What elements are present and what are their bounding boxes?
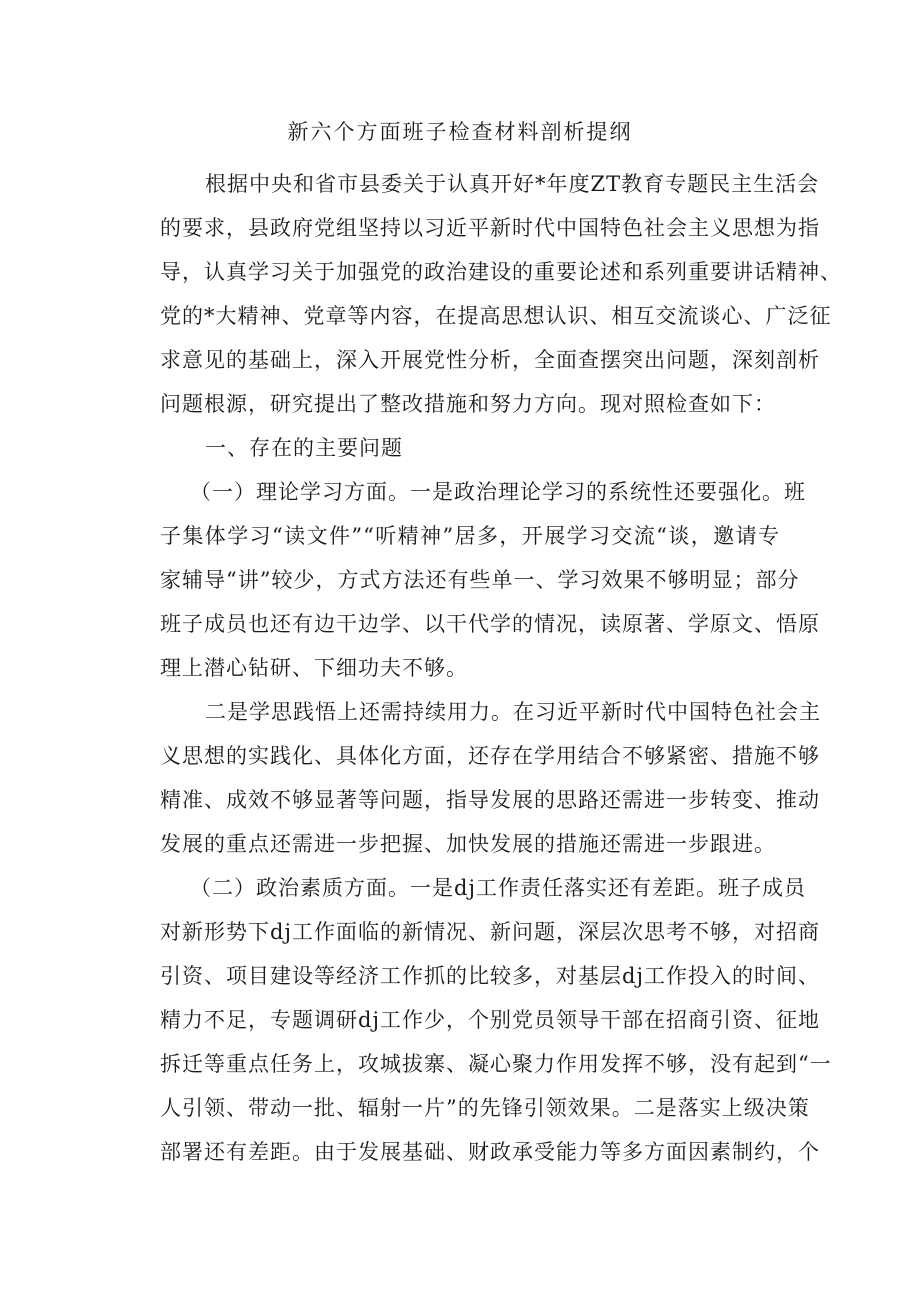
paragraph-line: 人引领、带动一批、辐射一片”的先锋引领效果。二是落实上级决策	[160, 1096, 810, 1120]
paragraph-line: 精力不足，专题调研dj工作少，个别党员领导干部在招商引资、征地	[160, 1008, 820, 1032]
paragraph-line: 精准、成效不够显著等问题，指导发展的思路还需进一步转变、推动	[160, 788, 820, 812]
paragraph-line: 导，认真学习关于加强党的政治建设的重要论述和系列重要讲话精神、	[160, 260, 842, 284]
section-heading: 一、存在的主要问题	[205, 436, 403, 460]
paragraph-line: 问题根源，研究提出了整改措施和努力方向。现对照检查如下：	[160, 392, 776, 416]
paragraph-line: 家辅导“讲”较少，方式方法还有些单一、学习效果不够明显；部分	[160, 568, 800, 592]
paragraph-line: 求意见的基础上，深入开展党性分析，全面查摆突出问题，深刻剖析	[160, 348, 820, 372]
paragraph-line: 根据中央和省市县委关于认真开好*年度ZT教育专题民主生活会	[205, 172, 820, 196]
paragraph-line: 二是学思践悟上还需持续用力。在习近平新时代中国特色社会主	[205, 700, 821, 724]
paragraph-line: 发展的重点还需进一步把握、加快发展的措施还需进一步跟进。	[160, 832, 776, 856]
paragraph-line: 理上潜心钻研、下细功夫不够。	[160, 656, 468, 680]
paragraph-line: （二）政治素质方面。一是dj工作责任落实还有差距。班子成员	[190, 876, 806, 900]
paragraph-line: 部署还有差距。由于发展基础、财政承受能力等多方面因素制约，个	[160, 1140, 820, 1164]
paragraph-line: 对新形势下dj工作面临的新情况、新问题，深层次思考不够，对招商	[160, 920, 820, 944]
paragraph-line: 拆迁等重点任务上，攻城拔寨、凝心聚力作用发挥不够，没有起到“一	[160, 1052, 832, 1076]
paragraph-line: 党的*大精神、党章等内容，在提高思想认识、相互交流谈心、广泛征	[160, 304, 832, 328]
document-title: 新六个方面班子检查材料剖析提纲	[287, 120, 633, 144]
paragraph-line: （一）理论学习方面。一是政治理论学习的系统性还要强化。班	[190, 480, 806, 504]
paragraph-line: 子集体学习“读文件”“听精神”居多，开展学习交流“谈，邀请专	[160, 524, 780, 548]
paragraph-line: 引资、项目建设等经济工作抓的比较多，对基层dj工作投入的时间、	[160, 964, 820, 988]
paragraph-line: 的要求，县政府党组坚持以习近平新时代中国特色社会主义思想为指	[160, 216, 820, 240]
paragraph-line: 义思想的实践化、具体化方面，还存在学用结合不够紧密、措施不够	[160, 744, 820, 768]
paragraph-line: 班子成员也还有边干边学、以干代学的情况，读原著、学原文、悟原	[160, 612, 820, 636]
